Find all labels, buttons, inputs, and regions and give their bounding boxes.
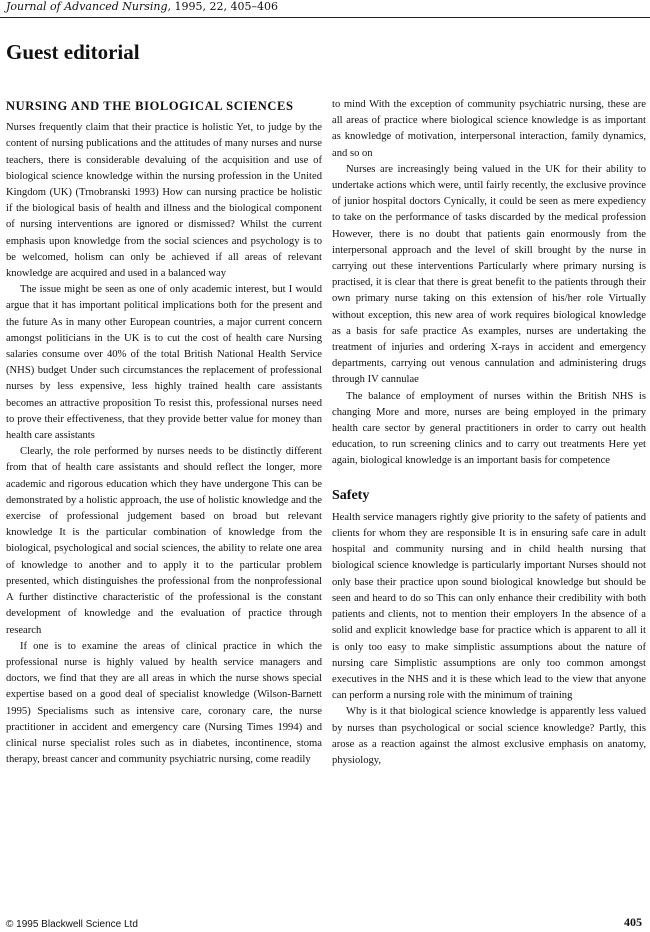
paragraph: Health service managers rightly give priority to the safety of patients and clients for whom they are responsible It is in ensuring safe care in adult hospital and community nursing and in child health nursing that biological science knowledge is particularly important Nurses should not only base their practice upon sound biological knowledge but should be seen and heard to do so This can only enhance their credibility with both patients and clients, not to mention their employers In the absence of a solid and explicit knowledge base for practice which is apparent to all it is only too easy to make simplistic assumptions about the nature of nursing care Simplistic assumptions are only too common amongst executives in the NHS and it is these which lead to the view that anyone can perform a nursing role with the minimum of training bbox=[332, 511, 646, 702]
article-heading: NURSING AND THE BIOLOGICAL SCIENCES bbox=[6, 99, 294, 113]
paragraph: The issue might be seen as one of only academic interest, but I would argue that it has important political implications both for the present and the future As in many other European countries, a major current concern amongst politicians in the UK is to cut the cost of health care Nursing salaries consume over 40% of the total British National Health Service (NHS) budget Under such circumstances the replacement of professional nurses by less expensive, less highly trained health care assistants becomes an attractive proposition To resist this, professional nurses need to prove their effectiveness, that they provide better value for money than health care assistants bbox=[6, 284, 322, 442]
right-column bbox=[332, 97, 646, 769]
paragraph: The balance of employment of nurses within the British NHS is changing More and more, nurses are being employed in the primary health care sector by general practitioners in order to carry out health education, to run screening clinics and to carry out treatments Here yet again, biological knowledge is an important basis for competence bbox=[332, 390, 646, 467]
section-subheading: Safety bbox=[332, 487, 370, 503]
paragraph: Nurses are increasingly being valued in the UK for their ability to undertake actions which were, until fairly recently, the exclusive province of junior hospital doctors Cynically, it could be seen as mere expediency to take on the performance of tasks discarded by the medical profession However, there is no doubt that patients gain enormously from the interpersonal approach and the level of skill brought by the nurse in carrying out these interventions Particularly where primary nursing is practised, it is clear that there is great benefit to the patients through their own primary nurse taking on this extension of his/her role Virtually without exception, this new area of work requires biological knowledge as a basis for safe practice As examples, nurses are undertaking the treatment of injuries and ordering X-rays in accident and emergency departments, carrying out venous cannulation and administering drugs through IV cannulae bbox=[332, 163, 646, 386]
journal-name: Journal of Advanced Nursing, bbox=[6, 0, 172, 13]
page-title: Guest editorial bbox=[6, 40, 140, 64]
journal-citation bbox=[6, 0, 278, 13]
paragraph: Nurses frequently claim that their practice is holistic Yet, to judge by the content of nursing publications and the attitudes of many nurses and nurse teachers, there is considerable devaluing of the acquisition and use of biological science knowledge within the nursing profession in the United Kingdom (UK) (Trnobranski 1993) How can nursing practice be holistic if the biological basis of health and illness and the biological component of nursing interventions are ignored or dismissed? Whilst the current emphasis upon knowledge from the social sciences and psychology is to be welcomed, holism can only be achieved if all areas of relevant knowledge are acquired and used in a balanced way bbox=[6, 122, 322, 280]
paragraph: Clearly, the role performed by nurses needs to be distinctly different from that of health care assistants and should reflect the longer, more academic and rigorous education which they have undergone This can be demonstrated by a holistic approach, the use of holistic knowledge and the exercise of professional judgement based on broad but relevant knowledge It is the particular combination of knowledge from the biological, psychological and social sciences, the ability to relate one area of knowledge to another and to apply it to the particular problem presented, which distinguishes the professional from the nonprofessional A further distinctive characteristic of the professional is the constant development of knowledge and the evaluation of practice through research bbox=[6, 446, 322, 636]
left-column bbox=[6, 98, 322, 768]
journal-volume: 1995, 22, 405–406 bbox=[174, 0, 278, 13]
paragraph: Why is it that biological science knowledge is apparently less valued by nurses than psychological or social science knowledge? Partly, this arose as a reaction against the almost exclusive emphasis on anatomy, physiology, bbox=[332, 706, 646, 766]
header-rule bbox=[0, 17, 650, 18]
paragraph: If one is to examine the areas of clinical practice in which the professional nurse is highly valued by health service managers and doctors, we find that they are all areas in which the nurse shows special expertise based on a good deal of specialist knowledge (Wilson-Barnett 1995) Specialisms such as intensive care, coronary care, the nurse practitioner in accident and emergency care (Nursing Times 1994) and clinical nurse specialist roles such as in diabetes, incontinence, stoma therapy, breast cancer and community psychiatric nursing, come readily bbox=[6, 640, 322, 766]
paragraph: to mind With the exception of community psychiatric nursing, these are all areas of practice where biological science knowledge is as important as knowledge of motivation, interpersonal interaction, family dynamics, and so on bbox=[332, 99, 646, 159]
copyright: © 1995 Blackwell Science Ltd bbox=[6, 919, 138, 930]
page-number: 405 bbox=[624, 915, 642, 929]
